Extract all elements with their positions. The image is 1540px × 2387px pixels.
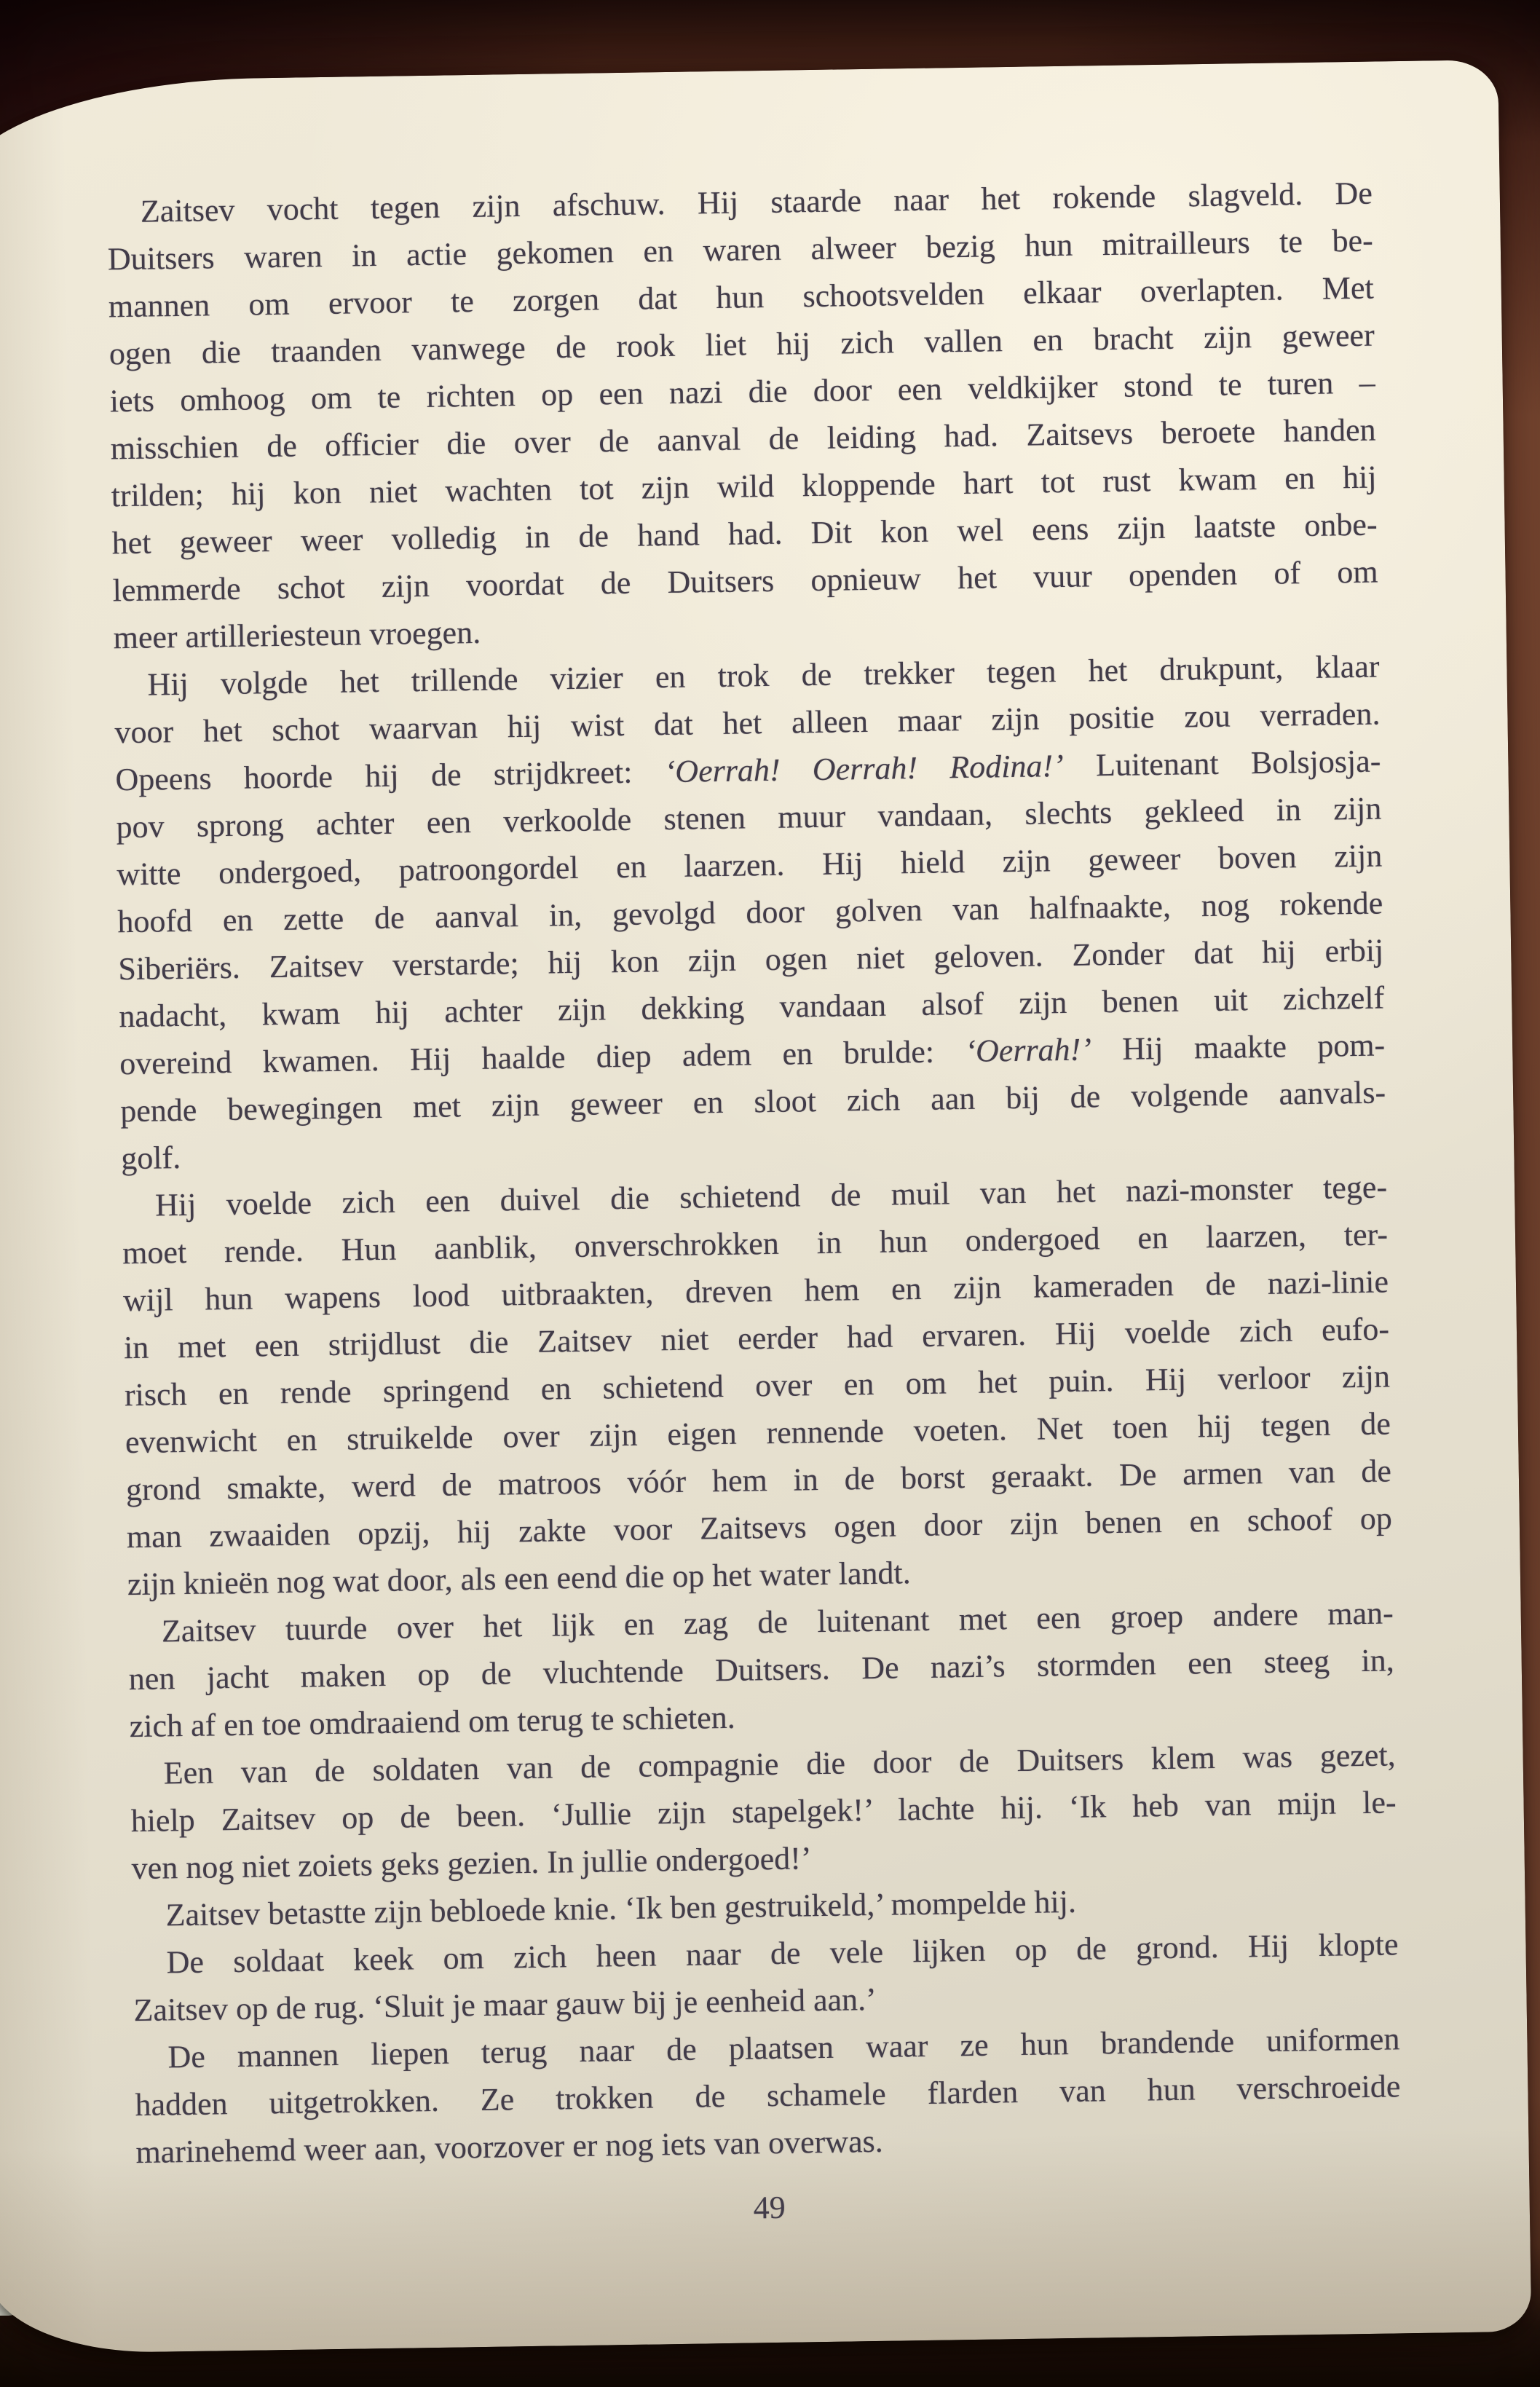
text-run: risch en rende springend en schietend over en om het puin. Hij verloor zijn bbox=[124, 1358, 1391, 1413]
text-run: grond smakte, werd de matroos vóór hem in de borst geraakt. De armen van de bbox=[125, 1453, 1392, 1508]
text-run: Zaitsev betastte zijn bebloede knie. ‘Ik ben gestruikeld,’ mompelde hij. bbox=[165, 1883, 1077, 1933]
text-run: Siberiërs. Zaitsev verstarde; hij kon zijn ogen niet geloven. Zonder dat hij erbij bbox=[118, 932, 1384, 987]
text-run: De mannen liepen terug naar de plaatsen waar ze hun brandende uniformen bbox=[167, 2021, 1400, 2075]
text-run: Opeens hoorde hij de strijdkreet: bbox=[115, 754, 666, 798]
text-run: De soldaat keek om zich heen naar de vele lijken op de grond. Hij klopte bbox=[166, 1926, 1399, 1981]
text-run: Zaitsev vocht tegen zijn afschuw. Hij staarde naar het rokende slagveld. De bbox=[140, 175, 1373, 229]
text-run: nen jacht maken op de vluchtende Duitsers. De nazi’s stormden een steeg in, bbox=[128, 1642, 1395, 1697]
text-run: witte ondergoed, patroongordel en laarzen. Hij hield zijn geweer boven zijn bbox=[117, 837, 1383, 893]
text-run: ven nog niet zoiets geks gezien. In jullie ondergoed!’ bbox=[131, 1840, 812, 1887]
text-run: pov sprong achter een verkoolde stenen muur vandaan, slechts gekleed in zijn bbox=[116, 790, 1382, 845]
text-run: moet rende. Hun aanblik, onverschrokken in hun ondergoed en laarzen, ter- bbox=[122, 1216, 1389, 1271]
text-run: het geweer weer volledig in de hand had. Dit kon wel eens zijn laatste onbe- bbox=[111, 506, 1378, 561]
text-run: Zaitsev op de rug. ‘Sluit je maar gauw bij je eenheid aan.’ bbox=[133, 1981, 877, 2029]
text-run: zich af en toe omdraaiend om terug te schieten. bbox=[129, 1699, 736, 1745]
paragraph bbox=[106, 170, 1378, 662]
text-run: zijn knieën nog wat door, als een eend die op het water landt. bbox=[127, 1555, 912, 1603]
text-run: evenwicht en struikelde over zijn eigen rennende voeten. Net toen hij tegen de bbox=[125, 1405, 1391, 1461]
paragraph bbox=[133, 1920, 1399, 2034]
text-run: pende bewegingen met zijn geweer en sloot zich aan bij de volgende aanvals- bbox=[119, 1074, 1386, 1129]
text-run: golf. bbox=[120, 1140, 181, 1177]
text-run: hielp Zaitsev op de been. ‘Jullie zijn stapelgek!’ lachte hij. ‘Ik heb van mijn le- bbox=[130, 1784, 1397, 1839]
text-run: Een van de soldaten van de compagnie die door de Duitsers klem was gezet, bbox=[163, 1737, 1396, 1791]
italic-run: ‘Oerrah!’ bbox=[965, 1031, 1092, 1070]
paragraph bbox=[122, 1163, 1393, 1608]
text-run: voor het schot waarvan hij wist dat het alleen maar zijn positie zou verraden. bbox=[114, 695, 1381, 751]
text-run: overeind kwamen. Hij haalde diep adem en brulde: bbox=[119, 1033, 966, 1082]
text-run: Hij volgde het trillende vizier en trok de trekker tegen het drukpunt, klaar bbox=[147, 648, 1380, 703]
text-run: hoofd en zette de aanval in, gevolgd door golven van halfnaakte, nog rokende bbox=[117, 885, 1383, 940]
book-page bbox=[0, 60, 1531, 2354]
text-run: meer artilleriesteun vroegen. bbox=[113, 614, 481, 656]
text-run: nadacht, kwam hij achter zijn dekking vandaan alsof zijn benen uit zichzelf bbox=[118, 979, 1385, 1035]
text-run: Duitsers waren in actie gekomen en waren alweer bezig hun mitrailleurs te be- bbox=[107, 222, 1374, 277]
text-run: Luitenant Bolsjosja- bbox=[1063, 743, 1381, 784]
text-run: man zwaaiden opzij, hij zakte voor Zaitsevs ogen door zijn benen en schoof op bbox=[126, 1500, 1393, 1555]
text-run: mannen om ervoor te zorgen dat hun schootsvelden elkaar overlapten. Met bbox=[108, 269, 1375, 325]
paragraph bbox=[134, 2015, 1402, 2176]
paragraph bbox=[114, 643, 1386, 1183]
text-run: Hij voelde zich een duivel die schietend de muil van het nazi-monster tege- bbox=[154, 1169, 1388, 1223]
text-run: wijl hun wapens lood uitbraakten, dreven hem en zijn kameraden de nazi-linie bbox=[122, 1263, 1389, 1319]
paragraph bbox=[130, 1731, 1397, 1892]
text-run: iets omhoog om te richten op een nazi die door een veldkijker stond te turen – bbox=[109, 364, 1375, 419]
text-block bbox=[106, 170, 1401, 2176]
text-run: in met een strijdlust die Zaitsev niet eerder had ervaren. Hij voelde zich eufo- bbox=[123, 1311, 1390, 1366]
text-run: misschien de officier die over de aanval de leiding had. Zaitsevs beroete handen bbox=[110, 411, 1376, 467]
text-run: lemmerde schot zijn voordat de Duitsers opnieuw het vuur openden of om bbox=[112, 553, 1378, 609]
text-run: hadden uitgetrokken. Ze trokken de schamele flarden van hun verschroeide bbox=[135, 2068, 1401, 2123]
text-run: marinehemd weer aan, voorzover er nog iets van overwas. bbox=[135, 2123, 883, 2171]
text-run: Hij maakte pom- bbox=[1091, 1027, 1386, 1068]
text-run: trilden; hij kon niet wachten tot zijn wild kloppende hart tot rust kwam en hij bbox=[111, 459, 1377, 514]
text-run: ogen die traanden vanwege de rook liet hij zich vallen en bracht zijn geweer bbox=[108, 317, 1375, 372]
page-number: 49 bbox=[753, 2189, 786, 2226]
paragraph bbox=[127, 1589, 1395, 1750]
italic-run: ‘Oerrah! Oerrah! Rodina!’ bbox=[664, 747, 1065, 790]
text-run: Zaitsev tuurde over het lijk en zag de luitenant met een groep andere man- bbox=[161, 1595, 1394, 1649]
